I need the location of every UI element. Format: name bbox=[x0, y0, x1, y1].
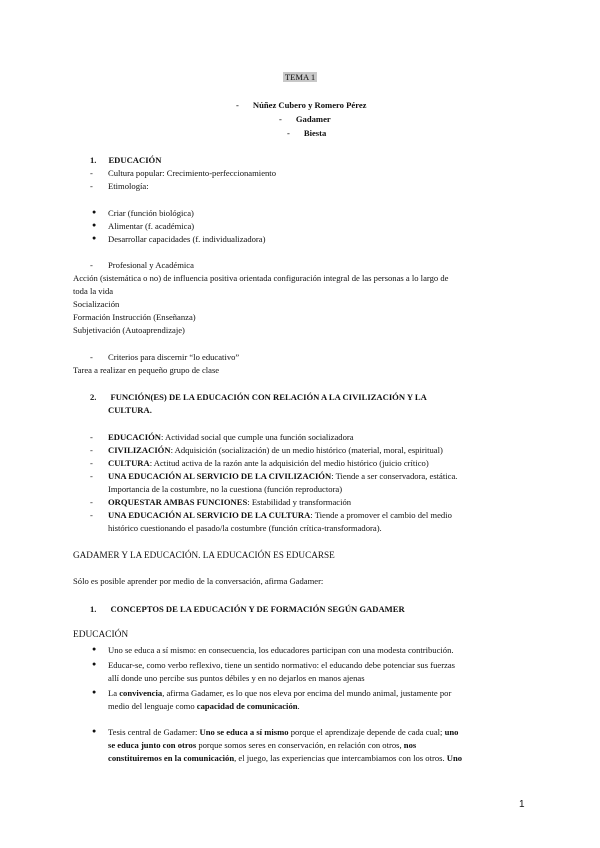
gadamer-bullet-4: ● Tesis central de Gadamer: Uno se educa a sí mismo porque el aprendizaje depende de cada cual; uno bbox=[92, 727, 459, 737]
gadamer-bullet-2-cont: allí donde uno percibe sus puntos débiles y en no dejarlos en manos ajenas bbox=[108, 673, 365, 683]
section-2-heading: 2. FUNCIÓN(ES) DE LA EDUCACIÓN CON RELACIÓN A LA CIVILIZACIÓN Y LA bbox=[90, 392, 427, 402]
author-3: - Biesta bbox=[287, 128, 327, 138]
s1-bullet-1: ● Criar (función biológica) bbox=[92, 208, 194, 218]
s1-bullet-3: ● Desarrollar capacidades (f. individualizadora) bbox=[92, 234, 266, 244]
gadamer-bullet-1: ● Uno se educa a sí mismo: en consecuencia, los educadores participan con una modesta contribución. bbox=[92, 645, 454, 655]
section-2-heading-cont: CULTURA. bbox=[108, 405, 152, 415]
s1-item-1: Cultura popular: Crecimiento-perfeccionamiento bbox=[108, 168, 276, 178]
author-1: - Núñez Cubero y Romero Pérez bbox=[236, 100, 367, 110]
gadamer-bullet-2: ● Educar-se, como verbo reflexivo, tiene un sentido normativo: el educando debe potenciar sus fuerzas bbox=[92, 660, 456, 670]
s1-bullet-2: ● Alimentar (f. académica) bbox=[92, 221, 195, 231]
author-2: - Gadamer bbox=[279, 114, 331, 124]
s1-def-line-1: Acción (sistemática o no) de influencia positiva orientada configuración integral de las personas a lo largo de bbox=[73, 273, 449, 283]
s2-item-cultura: CULTURA: Actitud activa de la razón ante la adquisición del medio histórico (juicio crítico) bbox=[108, 458, 429, 468]
s1-line-subjetivacion: Subjetivación (Autoaprendizaje) bbox=[73, 325, 185, 335]
s2-item-servicio-civilizacion-cont: Importancia de la costumbre, no la cuestiona (función reproductora) bbox=[108, 484, 343, 494]
title-row bbox=[0, 72, 600, 83]
gadamer-bullet-3-cont: medio del lenguaje como capacidad de comunicación. bbox=[108, 701, 300, 711]
section-1-heading: 1. EDUCACIÓN bbox=[90, 155, 162, 165]
s2-item-civilizacion: CIVILIZACIÓN: Adquisición (socialización) de un medio histórico (material, moral, espiritual) bbox=[108, 445, 443, 455]
gadamer-bullet-4-line-2: se educa junto con otros porque somos seres en conservación, en relación con otros, nos bbox=[108, 740, 417, 750]
s2-item-servicio-cultura: UNA EDUCACIÓN AL SERVICIO DE LA CULTURA: Tiende a promover el cambio del medio bbox=[108, 510, 452, 520]
s1-tarea: Tarea a realizar en pequeño grupo de clase bbox=[73, 365, 220, 375]
s1-prof: Profesional y Académica bbox=[108, 260, 194, 270]
s2-item-servicio-cultura-cont: histórico cuestionando el pasado/la costumbre (función crítica-transformadora). bbox=[108, 523, 382, 533]
gadamer-bullet-4-line-3: constituiremos en la comunicación, el juego, las experiencias que intercambiamos con los otros. Uno bbox=[108, 753, 463, 763]
s1-item-2: Etimología: bbox=[108, 181, 149, 191]
gadamer-section-heading: 1. CONCEPTOS DE LA EDUCACIÓN Y DE FORMACIÓN SEGÚN GADAMER bbox=[90, 604, 405, 614]
gadamer-intro: Sólo es posible aprender por medio de la conversación, afirma Gadamer: bbox=[73, 576, 324, 586]
gadamer-title: GADAMER Y LA EDUCACIÓN. LA EDUCACIÓN ES EDUCARSE bbox=[73, 550, 335, 560]
s1-line-socializacion: Socialización bbox=[73, 299, 120, 309]
gadamer-subheading: EDUCACIÓN bbox=[73, 630, 129, 640]
s2-item-orquestar: ORQUESTAR AMBAS FUNCIONES: Estabilidad y transformación bbox=[108, 497, 352, 507]
s2-item-educacion: EDUCACIÓN: Actividad social que cumple una función socializadora bbox=[108, 432, 354, 442]
s1-def-line-2: toda la vida bbox=[73, 286, 114, 296]
page-number: 1 bbox=[519, 799, 525, 810]
gadamer-bullet-3: ● La convivencia, afirma Gadamer, es lo que nos eleva por encima del mundo animal, justamente por bbox=[92, 688, 452, 698]
s1-criterios: Criterios para discernir “lo educativo” bbox=[108, 352, 240, 362]
s1-line-formacion: Formación Instrucción (Enseñanza) bbox=[73, 312, 196, 322]
s2-item-servicio-civilizacion: UNA EDUCACIÓN AL SERVICIO DE LA CIVILIZACIÓN: Tiende a ser conservadora, estática. bbox=[108, 471, 458, 481]
page-title: TEMA 1 bbox=[284, 72, 316, 82]
